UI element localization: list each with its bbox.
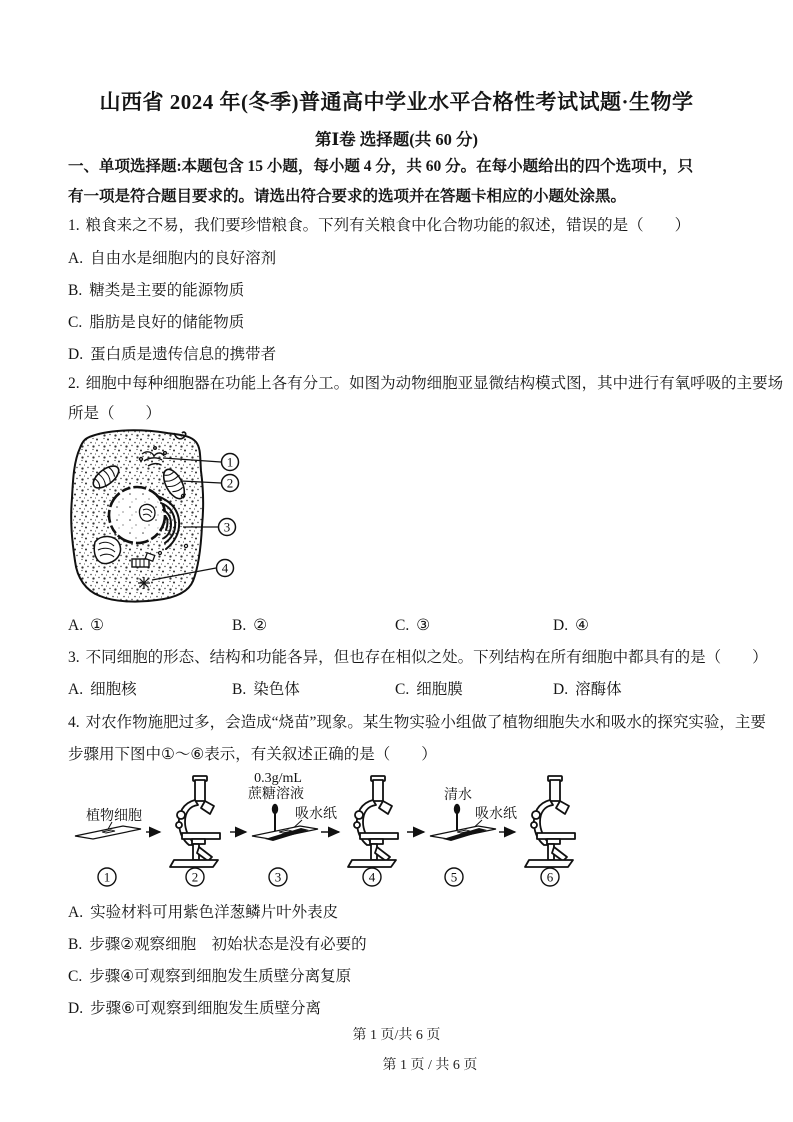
microscope-icon — [525, 776, 575, 867]
animal-cell-figure — [62, 426, 252, 611]
svg-text:3: 3 — [223, 519, 231, 535]
animal-cell-diagram — [62, 426, 252, 611]
nucleolus — [139, 504, 155, 521]
question-4-option-a: A. 实验材料可用紫色洋葱鳞片叶外表皮 — [68, 904, 339, 921]
instructions-line-1: 一、单项选择题:本题包含 15 小题，每小题 4 分，共 60 分。在每小题给出的四个选项中，只 — [68, 158, 694, 175]
question-1-number: 1. — [68, 217, 80, 234]
figure-label-1 — [222, 454, 239, 471]
dropper-icon — [272, 804, 278, 831]
question-4-number: 4. — [68, 714, 80, 731]
question-1-option-d: D. 蛋白质是遗传信息的携带者 — [68, 346, 277, 363]
instructions-line-2: 有一项是符合题目要求的。请选出符合要求的选项并在答题卡相应的小题处涂黑。 — [68, 188, 627, 205]
slide-icon — [75, 826, 141, 839]
step-label-5 — [445, 868, 463, 886]
sucrose-concentration-label: 0.3g/mL — [254, 771, 302, 786]
question-4-stem-line-1: 4. 对农作物施肥过多，会造成“烧苗”现象。某生物实验小组做了植物细胞失水和吸水的探究实验，主要 — [68, 714, 766, 731]
step-label-1 — [98, 868, 116, 886]
svg-text:3: 3 — [274, 869, 282, 885]
aster-rays — [138, 577, 150, 589]
question-3-option-c: C. 细胞膜 — [395, 681, 463, 698]
question-2-option-c: C. ③ — [395, 617, 431, 634]
section-heading: 第Ⅰ卷 选择题(共 60 分) — [314, 130, 479, 149]
svg-text:4: 4 — [368, 869, 376, 885]
svg-text:1: 1 — [226, 454, 234, 470]
figure-label-4 — [217, 560, 234, 577]
question-1-option-a: A. 自由水是细胞内的良好溶剂 — [68, 250, 277, 267]
step-label-2 — [186, 868, 204, 886]
step-label-6 — [541, 868, 559, 886]
question-3-stem: 3. 不同细胞的形态、结构和功能各异，但也存在相似之处。下列结构在所有细胞中都具有的是（ ） — [68, 649, 768, 666]
question-2-option-d: D. ④ — [553, 617, 589, 634]
question-2-stem-line-2: 所是（ ） — [68, 405, 162, 422]
question-4-stem-line-2: 步骤用下图中①～⑥表示，有关叙述正确的是（ ） — [68, 746, 437, 763]
exam-title: 山西省 2024 年(冬季)普通高中学业水平合格性考试试题·生物学 — [99, 90, 694, 114]
page-number-inner: 第 1 页/共 6 页 — [352, 1028, 441, 1043]
experiment-steps-figure — [62, 760, 602, 893]
question-2-option-a: A. ① — [68, 617, 104, 634]
slide-label: 植物细胞 — [86, 809, 142, 824]
question-3-option-d: D. 溶酶体 — [553, 681, 622, 698]
svg-text:1: 1 — [103, 869, 111, 885]
question-2-number: 2. — [68, 375, 80, 392]
microscope-icon — [170, 776, 220, 867]
question-2-stem-line-1: 2. 细胞中每种细胞器在功能上各有分工。如图为动物细胞亚显微结构模式图，其中进行有氧呼吸的主要场 — [68, 375, 784, 392]
svg-text:4: 4 — [221, 560, 229, 576]
absorbent-paper-label: 吸水纸 — [295, 807, 337, 822]
question-4-option-d: D. 步骤⑥可观察到细胞发生质壁分离 — [68, 1000, 321, 1017]
step-label-3 — [269, 868, 287, 886]
question-3-option-b: B. 染色体 — [232, 681, 300, 698]
step-label-4 — [363, 868, 381, 886]
question-1-option-c: C. 脂肪是良好的储能物质 — [68, 314, 245, 331]
question-3-option-a: A. 细胞核 — [68, 681, 137, 698]
figure-label-3 — [219, 519, 236, 536]
svg-text:6: 6 — [546, 869, 554, 885]
absorbent-paper-label: 吸水纸 — [475, 807, 517, 822]
question-3-number: 3. — [68, 649, 80, 666]
page-number-outer: 第 1 页 / 共 6 页 — [382, 1058, 478, 1073]
question-1-option-b: B. 糖类是主要的能源物质 — [68, 282, 245, 299]
water-label: 清水 — [444, 788, 472, 803]
dropper-icon — [454, 804, 460, 831]
organelle-blob — [94, 536, 120, 563]
svg-text:2: 2 — [191, 869, 199, 885]
question-4-option-b: B. 步骤②观察细胞 初始状态是没有必要的 — [68, 936, 367, 953]
microscope-icon — [348, 776, 398, 867]
plasmolysis-experiment-diagram — [62, 760, 602, 893]
svg-text:5: 5 — [450, 869, 458, 885]
figure-label-2 — [222, 475, 239, 492]
question-1-stem: 1. 粮食来之不易，我们要珍惜粮食。下列有关粮食中化合物功能的叙述，错误的是（ ） — [68, 217, 691, 234]
svg-text:2: 2 — [226, 475, 234, 491]
sucrose-solution-label: 蔗糖溶液 — [248, 787, 304, 802]
question-4-option-c: C. 步骤④可观察到细胞发生质壁分离复原 — [68, 968, 352, 985]
question-2-option-b: B. ② — [232, 617, 268, 634]
